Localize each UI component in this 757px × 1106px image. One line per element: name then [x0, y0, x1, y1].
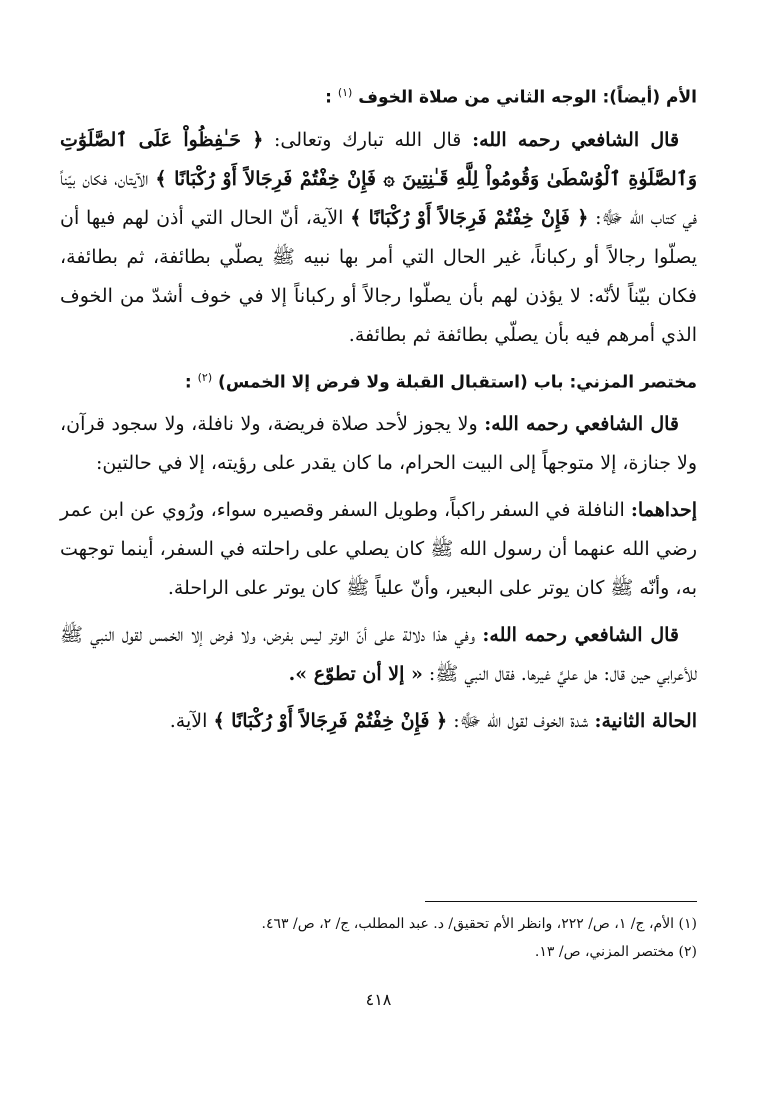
- paragraph-text: وفي هذا دلالة على أنّ الوتر ليس بفرض، ولا فرض إلا الخمس لقول النبي ﷺ للأعرابي حين قال: هل عليَّ غيرها. فقال النبي ﷺ:: [60, 624, 697, 686]
- paragraph-text: الآيتان، فكان بيّناً في كتاب الله ﷻ:: [60, 167, 697, 229]
- heading-tail: :: [184, 372, 192, 393]
- heading-tail: :: [325, 87, 332, 108]
- heading-text: الأم (أيضاً): الوجه الثاني من صلاة الخوف: [358, 87, 697, 108]
- quran-verse: ﴿ فَإِنْ خِفْتُمْ فَرِجَالاً أَوْ رُكْبَانًا ﴾: [350, 206, 589, 229]
- footnote-divider: [425, 901, 697, 902]
- hadith-quote: « إلا أن تطوّع ».: [288, 663, 423, 686]
- paragraph-lead: إحداهما:: [630, 499, 697, 522]
- footnotes: [60, 910, 697, 966]
- paragraph-text: الآية.: [169, 710, 208, 733]
- paragraph-lead: قال الشافعي رحمه الله:: [472, 128, 680, 151]
- paragraph-text: قال الله تبارك وتعالى:: [274, 128, 462, 151]
- paragraph-text: ولا يجوز لأحد صلاة فريضة، ولا نافلة، ولا سجود قرآن، ولا جنازة، إلا متوجهاً إلى البيت الحرام، ما كان يقدر على رؤيته، إلا في حالتين:: [60, 413, 697, 475]
- page-body: [60, 78, 697, 749]
- quran-verse: ﴿ فَإِنْ خِفْتُمْ فَرِجَالاً أَوْ رُكْبَانًا ﴾: [213, 710, 448, 733]
- paragraph-shafii-2: [60, 405, 697, 483]
- footnote-item: (٢) مختصر المزني، ص/ ١٣.: [534, 944, 697, 960]
- footnote-item: (١) الأم، ج/ ١، ص/ ٢٢٢، وانظر الأم تحقيق/ د. عبد المطلب، ج/ ٢، ص/ ٤٦٣.: [261, 916, 697, 932]
- paragraph-lead: الحالة الثانية:: [594, 710, 697, 733]
- paragraph-text: الآية، أنّ الحال التي أذن لهم فيها أن يصلّوا رجالاً أو ركباناً، غير الحال التي أمر بها نبيه ﷺ يصلّي بطائفة، ثم بطائفة، فكان بيّناً لأنّه: لا يؤذن لهم بأن يصلّوا رجالاً أو ركباناً إلا في خوف أشدّ من الخوف الذي أمرهم فيه بأن يصلّي بطائفة ثم بطائفة.: [60, 206, 697, 346]
- paragraph-first-case: [60, 491, 697, 608]
- footnote-ref: (١): [337, 86, 353, 99]
- quran-verse: ﴿ حَـٰفِظُواْ عَلَى ٱلصَّلَوَٰتِ وَٱلصَّلَوٰةِ ٱلْوُسْطَىٰ وَقُومُواْ لِلَّهِ قَـٰنِتِينَ ۞ فَإِنْ خِفْتُمْ فَرِجَالاً أَوْ رُكْبَانًا ﴾: [60, 128, 697, 190]
- section-heading-2: [60, 363, 697, 398]
- heading-text: مختصر المزني: باب (استقبال القبلة ولا فرض إلا الخمس): [218, 372, 697, 393]
- section-heading-1: [60, 78, 697, 113]
- paragraph-shafii-3: [60, 616, 697, 694]
- paragraph-shafii-1: [60, 121, 697, 355]
- paragraph-text: شدة الخوف لقول الله ﷻ:: [453, 710, 589, 733]
- paragraph-lead: قال الشافعي رحمه الله:: [484, 413, 679, 436]
- paragraph-lead: قال الشافعي رحمه الله:: [482, 624, 680, 647]
- paragraph-text: النافلة في السفر راكباً، وطويل السفر وقصيره سواء، ورُوي عن ابن عمر رضي الله عنهما أن رسول الله ﷺ كان يصلي على راحلته في السفر، أينما توجهت به، وأنّه ﷺ كان يوتر على البعير، وأنّ علياً ﷺ كان يوتر على الراحلة.: [60, 499, 697, 600]
- page-number: ٤١٨: [365, 990, 392, 1009]
- footnote-ref: (٢): [197, 370, 213, 384]
- paragraph-second-case: [60, 702, 697, 741]
